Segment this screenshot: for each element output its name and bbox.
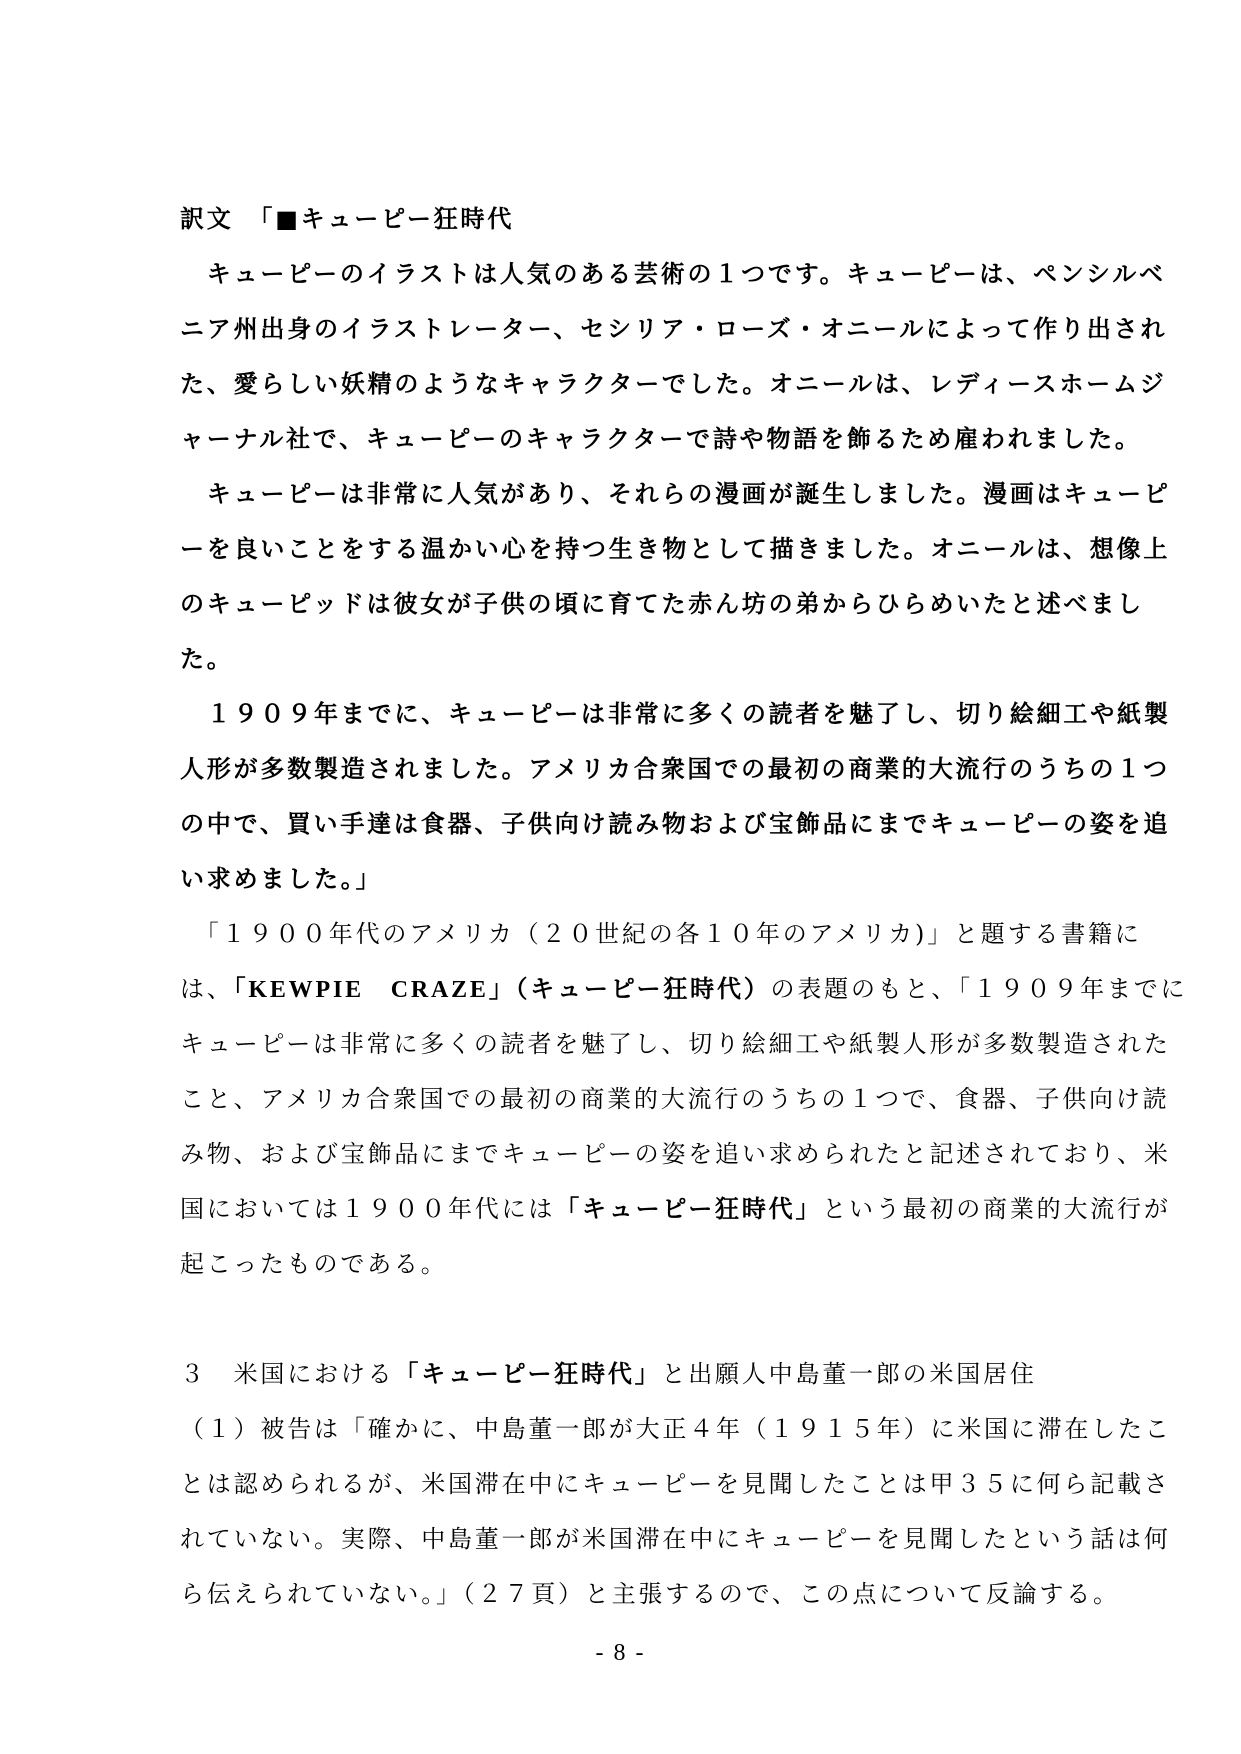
section-3-line: ら伝えられていない。」（２７頁）と主張するので、この点について反論する。 [180, 1580, 1120, 1608]
commentary-line: キューピーは非常に多くの読者を魅了し、切り絵細工や紙製人形が多数製造された [180, 1030, 1171, 1058]
translation-line: １９０９年までに、キューピーは非常に多くの読者を魅了し、切り絵細工や紙製 [180, 700, 1171, 728]
commentary-text: という最初の商業的大流行が [822, 1195, 1171, 1223]
translation-line: 人形が多数製造されました。アメリカ合衆国での最初の商業的大流行のうちの１つ [180, 755, 1170, 783]
commentary-line: 「１９００年代のアメリカ（２０世紀の各１０年のアメリカ)」と題する書籍に [180, 920, 1142, 948]
kewpie-craze-title: 「KEWPIE CRAZE」（キューピー狂時代） [233, 977, 771, 1003]
section-3-heading [180, 1359, 1110, 1389]
commentary-line [180, 1194, 1171, 1224]
section-heading-text: と出願人中島董一郎の米国居住 [661, 1360, 1037, 1388]
commentary-line [180, 974, 1188, 1005]
translation-line: キューピーは非常に人気があり、それらの漫画が誕生しました。漫画はキューピ [180, 480, 1171, 508]
kewpie-craze-emphasis: 「キューピー狂時代」 [394, 1360, 662, 1388]
commentary-line: 起こったものである。 [180, 1250, 448, 1278]
page-number: - 8 - [595, 1640, 646, 1666]
section-3-line: とは認められるが、米国滞在中にキューピーを見聞したことは甲３５に何ら記載さ [180, 1470, 1171, 1498]
commentary-text: 国においては１９００年代には [180, 1195, 556, 1223]
translation-line: のキューピッドは彼女が子供の頃に育てた赤ん坊の弟からひらめいたと述べまし [180, 590, 1144, 618]
section-3-line: （１）被告は「確かに、中島董一郎が大正４年（１９１５年）に米国に滞在したこ [180, 1415, 1172, 1443]
translation-line: ニア州出身のイラストレーター、セシリア・ローズ・オニールによって作り出され [180, 315, 1168, 343]
translation-line: キューピーのイラストは人気のある芸術の１つです。キューピーは、ペンシルベ [180, 260, 1166, 288]
commentary-line: こと、アメリカ合衆国での最初の商業的大流行のうちの１つで、食器、子供向け読 [180, 1085, 1170, 1113]
section-heading-text: ３ 米国における [180, 1360, 395, 1388]
translation-line: ーを良いことをする温かい心を持つ生き物として描きました。オニールは、想像上 [180, 535, 1171, 563]
commentary-line: み物、および宝飾品にまでキューピーの姿を追い求められたと記述されており、米 [180, 1140, 1171, 1168]
commentary-text: は、 [180, 975, 234, 1003]
section-3-line: れていない。実際、中島董一郎が米国滞在中にキューピーを見聞したという話は何 [180, 1525, 1171, 1553]
translation-heading: 訳文 「■キューピー狂時代 [180, 205, 515, 233]
commentary-text: の表題のもと、「１９０９年までに [770, 975, 1188, 1003]
translation-line: た。 [180, 645, 234, 673]
translation-line: ャーナル社で、キューピーのキャラクターで詩や物語を飾るため雇われました。 [180, 425, 1142, 453]
translation-line: た、愛らしい妖精のようなキャラクターでした。オニールは、レディースホームジ [180, 370, 1167, 398]
kewpie-craze-emphasis: 「キューピー狂時代」 [555, 1195, 823, 1223]
translation-line: い求めました。」 [180, 865, 383, 893]
translation-line: の中で、買い手達は食器、子供向け読み物および宝飾品にまでキューピーの姿を追 [180, 810, 1171, 838]
